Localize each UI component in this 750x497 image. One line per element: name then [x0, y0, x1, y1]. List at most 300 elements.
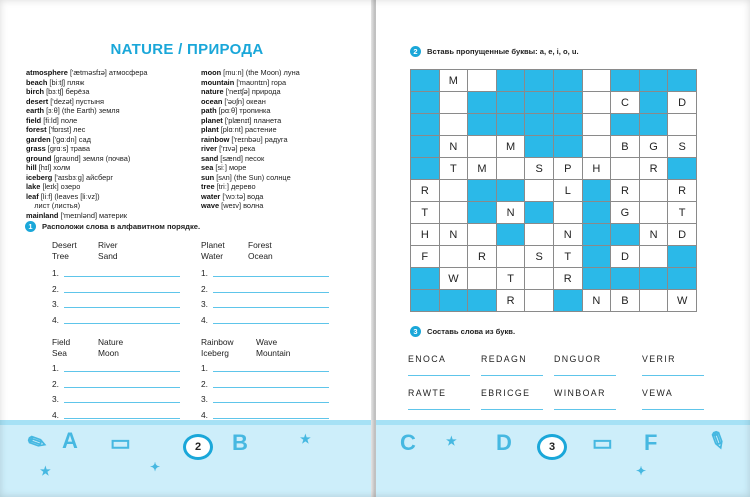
vocab-translation: ['aɪsbɜːg] айсберг [52, 172, 114, 182]
left-page [0, 0, 374, 497]
vocab-word: path [201, 106, 217, 115]
grid-cell-empty[interactable] [496, 158, 525, 180]
grid-cell-letter: M [439, 70, 468, 92]
grid-cell-letter: S [525, 246, 554, 268]
vocab-translation: [muːn] (the Moon) луна [221, 68, 300, 77]
grid-cell-filled [468, 92, 497, 114]
vocab-entry [26, 116, 148, 126]
vocab-entry [26, 125, 148, 135]
grid-cell-letter: P [553, 158, 582, 180]
grid-cell-filled [411, 114, 440, 136]
vocab-entry [26, 192, 148, 202]
word-group-1 [52, 240, 118, 262]
grid-cell-letter: D [668, 224, 697, 246]
grid-cell-letter: B [611, 290, 640, 312]
grid-cell-letter: R [553, 268, 582, 290]
vocab-word: mountain [201, 77, 235, 87]
grid-cell-letter: L [553, 180, 582, 202]
grid-cell-letter: T [411, 202, 440, 224]
letter-d-decoration: D [496, 430, 512, 455]
word-group-4 [201, 337, 290, 359]
grid-cell-letter: T [668, 202, 697, 224]
vocab-entry [201, 182, 300, 192]
line-label: 3. [201, 299, 208, 309]
answer-line[interactable] [481, 409, 543, 410]
grid-cell-filled [525, 136, 554, 158]
vocab-word: atmosphere [26, 68, 68, 77]
line-label: 4. [201, 314, 208, 325]
grid-cell-empty[interactable] [439, 202, 468, 224]
grid-cell-letter: S [525, 158, 554, 180]
word: Nature [98, 337, 124, 347]
grid-cell-filled [553, 136, 582, 158]
word-grid [410, 69, 697, 312]
grid-cell-letter: R [639, 158, 668, 180]
vocab-translation: ['meɪnlənd] материк [58, 210, 127, 220]
vocab-entry [201, 106, 300, 116]
grid-cell-filled [468, 290, 497, 312]
letter-b-decoration: B [232, 430, 248, 455]
grid-cell-filled [411, 70, 440, 92]
grid-row [411, 202, 697, 224]
grid-cell-empty[interactable] [639, 180, 668, 202]
vocab-entry [201, 192, 300, 202]
grid-cell-filled [411, 290, 440, 312]
grid-cell-filled [639, 268, 668, 290]
vocab-entry [26, 201, 148, 211]
grid-cell-letter: H [582, 158, 611, 180]
vocab-translation: [leɪk] озеро [40, 182, 81, 191]
grid-cell-letter: D [668, 92, 697, 114]
vocab-entry [201, 97, 300, 107]
vocab-entry [201, 163, 300, 173]
vocab-word: river [201, 144, 218, 153]
grid-cell-letter: N [439, 136, 468, 158]
line-label: 2. [52, 378, 59, 389]
grid-cell-letter: S [668, 136, 697, 158]
grid-cell-filled [496, 180, 525, 202]
task-1-number: 1 [25, 221, 36, 232]
grid-cell-filled [582, 246, 611, 268]
line-label: 4. [201, 409, 208, 420]
grid-cell-letter: F [411, 246, 440, 268]
answer-line[interactable] [213, 371, 329, 372]
answer-line[interactable] [554, 409, 616, 410]
grid-cell-empty[interactable] [439, 92, 468, 114]
line-label: 2. [52, 283, 59, 294]
grid-row [411, 268, 697, 290]
grid-cell-empty[interactable] [439, 114, 468, 136]
page-footer-left [0, 420, 374, 497]
answer-line[interactable] [213, 387, 329, 388]
vocab-translation: [pɑːθ] тропинка [216, 106, 271, 115]
grid-cell-empty[interactable] [582, 70, 611, 92]
grid-cell-filled [411, 92, 440, 114]
grid-cell-empty[interactable] [525, 268, 554, 290]
grid-cell-letter: T [439, 158, 468, 180]
answer-lines-2 [201, 268, 331, 330]
word: Desert [52, 240, 77, 250]
word: River [98, 240, 118, 250]
word: Planet [201, 240, 225, 250]
word: Ocean [248, 251, 273, 261]
vocab-translation: [weɪv] волна [219, 201, 264, 210]
answer-line[interactable] [554, 375, 616, 376]
task-2-text: Вставь пропущенные буквы: a, e, i, o, u. [427, 47, 579, 56]
line-label: 2. [201, 378, 208, 389]
grid-cell-filled [611, 70, 640, 92]
vocab-word: beach [26, 77, 48, 87]
grid-row [411, 246, 697, 268]
vocab-word: field [26, 115, 42, 125]
vocab-word: sun [201, 172, 215, 182]
vocab-entry [26, 173, 148, 183]
page-footer-right [376, 420, 750, 497]
page-number: 2 [183, 434, 213, 460]
grid-cell-filled [525, 92, 554, 114]
vocab-entry [26, 144, 148, 154]
vocab-translation: [bɜːtʃ] берёза [44, 87, 90, 96]
grid-row [411, 180, 697, 202]
grid-cell-empty[interactable] [582, 92, 611, 114]
book-icon: ▭ [110, 430, 131, 455]
answer-line[interactable] [64, 387, 180, 388]
grid-cell-filled [582, 224, 611, 246]
vocab-entry [26, 87, 148, 97]
grid-cell-filled [611, 224, 640, 246]
vocab-entry [201, 201, 300, 211]
star-icon: ★ [446, 434, 457, 448]
vocab-translation: [hɪl] холм [36, 163, 71, 172]
letter-c-decoration: C [400, 430, 416, 455]
word-group-2 [201, 240, 273, 262]
grid-cell-filled [582, 180, 611, 202]
answer-lines-1 [52, 268, 182, 330]
vocab-word: garden [26, 134, 51, 144]
grid-cell-filled [496, 224, 525, 246]
grid-cell-filled [525, 70, 554, 92]
grid-cell-filled [668, 70, 697, 92]
answer-line[interactable] [213, 323, 329, 324]
task-2-number: 2 [410, 46, 421, 57]
word: Rainbow [201, 337, 234, 347]
answer-line[interactable] [64, 323, 180, 324]
grid-row [411, 158, 697, 180]
grid-cell-filled [582, 268, 611, 290]
task-3-heading [410, 326, 515, 337]
grid-cell-empty[interactable] [639, 202, 668, 224]
vocab-entry [26, 154, 148, 164]
vocab-word: sea [201, 163, 214, 172]
pencil-icon: ✎ [23, 427, 51, 458]
vocabulary-list-right [201, 68, 300, 211]
vocab-word: desert [26, 96, 49, 106]
grid-cell-letter: N [582, 290, 611, 312]
answer-line[interactable] [213, 276, 329, 277]
grid-cell-letter: G [611, 202, 640, 224]
vocab-translation: [biːtʃ] пляж [47, 77, 85, 87]
vocab-translation: ['wɔːtə] вода [220, 191, 264, 201]
grid-cell-letter: N [496, 202, 525, 224]
vocab-translation: ['neɪtʃə] природа [223, 87, 281, 96]
grid-cell-letter: R [496, 290, 525, 312]
vocab-translation: ['fɒrɪst] лес [46, 125, 86, 134]
vocab-word: planet [201, 115, 223, 125]
grid-cell-letter: W [439, 268, 468, 290]
line-label: 2. [201, 283, 208, 294]
grid-cell-empty[interactable] [525, 224, 554, 246]
answer-line[interactable] [642, 375, 704, 376]
line-label: 4. [52, 314, 59, 325]
grid-row [411, 224, 697, 246]
grid-cell-empty[interactable] [439, 180, 468, 202]
pencil-icon: ✎ [703, 425, 732, 456]
grid-cell-letter: M [468, 158, 497, 180]
answer-line[interactable] [64, 292, 180, 293]
grid-cell-filled [525, 202, 554, 224]
answer-line[interactable] [64, 418, 180, 419]
vocab-entry [26, 97, 148, 107]
grid-cell-letter: T [496, 268, 525, 290]
grid-cell-filled [553, 114, 582, 136]
grid-cell-filled [639, 92, 668, 114]
vocab-entry [201, 144, 300, 154]
word-group-3 [52, 337, 123, 359]
grid-cell-filled [411, 136, 440, 158]
grid-cell-letter: M [496, 136, 525, 158]
star-icon: ✦ [150, 460, 161, 474]
vocab-word: birch [26, 87, 45, 96]
grid-cell-filled [611, 114, 640, 136]
answer-line[interactable] [64, 371, 180, 372]
grid-cell-letter: G [639, 136, 668, 158]
vocab-entry [201, 68, 300, 78]
vocab-entry [26, 211, 148, 221]
word: Forest [248, 240, 272, 250]
word: Wave [256, 337, 278, 347]
vocab-entry [26, 135, 148, 145]
grid-cell-filled [668, 158, 697, 180]
grid-cell-filled [582, 202, 611, 224]
line-label: 1. [52, 268, 59, 278]
vocab-translation: [grɑːs] трава [45, 144, 90, 153]
vocab-word: tree [201, 182, 215, 191]
vocab-entry [201, 78, 300, 88]
vocab-translation: [plɑːnt] растение [218, 125, 277, 134]
grid-row [411, 70, 697, 92]
word: Sea [52, 348, 67, 358]
vocabulary-list-left [26, 68, 148, 220]
answer-line[interactable] [64, 307, 180, 308]
star-icon: ★ [40, 464, 51, 478]
answer-line[interactable] [213, 292, 329, 293]
task-3-number: 3 [410, 326, 421, 337]
grid-cell-letter: C [611, 92, 640, 114]
grid-cell-empty[interactable] [611, 158, 640, 180]
grid-cell-letter: R [611, 180, 640, 202]
book-icon: ▭ [592, 430, 613, 455]
vocab-word: moon [201, 68, 222, 77]
grid-row [411, 92, 697, 114]
answer-line[interactable] [213, 418, 329, 419]
vocab-word: wave [201, 201, 220, 210]
line-label: 1. [201, 268, 208, 278]
line-label: 4. [52, 409, 59, 420]
vocab-word: water [201, 191, 221, 201]
page-number: 3 [537, 434, 567, 460]
grid-row [411, 114, 697, 136]
grid-cell-filled [525, 114, 554, 136]
vocab-translation: ['rɪvə] река [217, 144, 256, 153]
vocab-translation: лист (листья) [26, 201, 81, 210]
vocab-entry [201, 116, 300, 126]
grid-cell-letter: R [668, 180, 697, 202]
vocab-entry [26, 106, 148, 116]
grid-cell-letter: N [439, 224, 468, 246]
grid-cell-filled [439, 290, 468, 312]
vocab-translation: ['plænɪt] планета [222, 115, 282, 125]
grid-cell-empty[interactable] [439, 246, 468, 268]
grid-cell-letter: B [611, 136, 640, 158]
scrambled-word: VERIR [642, 354, 676, 364]
vocab-word: ground [26, 153, 52, 163]
answer-line[interactable] [408, 409, 470, 410]
vocab-translation: ['ætməsfɪə] атмосфера [67, 68, 148, 77]
vocab-word: grass [26, 144, 46, 153]
letter-f-decoration: F [644, 430, 658, 455]
grid-cell-letter: R [468, 246, 497, 268]
scrambled-word: REDAGN [481, 354, 528, 364]
grid-row [411, 136, 697, 158]
vocab-entry [201, 125, 300, 135]
grid-cell-empty[interactable] [496, 246, 525, 268]
grid-cell-letter: N [639, 224, 668, 246]
vocab-translation: [sænd] песок [218, 153, 265, 163]
vocab-entry [26, 182, 148, 192]
vocab-translation: [graʊnd] земля (почва) [51, 153, 131, 163]
line-label: 1. [201, 363, 208, 373]
vocab-translation: ['dezət] пустыня [48, 96, 104, 106]
vocab-word: earth [26, 106, 45, 115]
vocab-translation: ['reɪnbəʊ] радуга [229, 134, 288, 144]
answer-lines-4 [201, 363, 331, 425]
answer-line[interactable] [408, 375, 470, 376]
vocab-word: nature [201, 87, 224, 96]
page-title: NATURE / ПРИРОДА [110, 41, 264, 58]
answer-line[interactable] [481, 375, 543, 376]
scrambled-word: ENOCA [408, 354, 447, 364]
grid-cell-letter: H [411, 224, 440, 246]
grid-cell-letter: R [411, 180, 440, 202]
vocab-entry [201, 135, 300, 145]
word: Field [52, 337, 71, 347]
line-label: 3. [201, 394, 208, 404]
scrambled-word: DNGUOR [554, 354, 602, 364]
vocab-translation: ['gɑːdn] сад [50, 134, 91, 144]
grid-cell-empty[interactable] [639, 246, 668, 268]
grid-cell-empty[interactable] [668, 114, 697, 136]
grid-cell-filled [411, 268, 440, 290]
vocab-translation: ['əʊʃn] океан [222, 96, 266, 106]
grid-cell-filled [496, 70, 525, 92]
vocab-word: hill [26, 163, 37, 172]
grid-cell-empty[interactable] [525, 180, 554, 202]
word: Tree [52, 251, 69, 261]
answer-line[interactable] [64, 402, 180, 403]
answer-line[interactable] [213, 307, 329, 308]
answer-line[interactable] [213, 402, 329, 403]
scrambled-word: RAWTE [408, 388, 447, 398]
grid-cell-empty[interactable] [468, 70, 497, 92]
answer-lines-3 [52, 363, 182, 425]
scrambled-word: WINBOAR [554, 388, 606, 398]
grid-cell-filled [496, 114, 525, 136]
grid-cell-filled [611, 268, 640, 290]
vocab-translation: [liːf] (leaves [liːvz]) [38, 191, 100, 201]
grid-cell-empty[interactable] [639, 290, 668, 312]
grid-row [411, 290, 697, 312]
vocab-translation: [ɜːθ] (the Earth) земля [44, 106, 120, 115]
grid-cell-empty[interactable] [468, 224, 497, 246]
vocab-word: sand [201, 153, 219, 163]
grid-cell-empty[interactable] [468, 136, 497, 158]
vocab-entry [26, 78, 148, 88]
star-icon: ★ [300, 432, 311, 446]
word: Water [201, 251, 224, 261]
scrambled-word: EBRICGE [481, 388, 531, 398]
answer-line[interactable] [64, 276, 180, 277]
star-icon: ✦ [636, 464, 647, 478]
grid-cell-empty[interactable] [582, 136, 611, 158]
vocab-translation: [triː] дерево [214, 182, 256, 191]
grid-cell-letter: T [553, 246, 582, 268]
grid-cell-filled [553, 290, 582, 312]
vocab-translation: ['maʊntɪn] гора [234, 77, 287, 87]
answer-line[interactable] [642, 409, 704, 410]
vocab-entry [201, 154, 300, 164]
grid-cell-empty[interactable] [525, 290, 554, 312]
grid-cell-empty[interactable] [582, 114, 611, 136]
task-2-heading [410, 46, 579, 57]
vocab-word: iceberg [26, 172, 53, 182]
grid-cell-filled [639, 70, 668, 92]
vocab-word: ocean [201, 96, 223, 106]
line-label: 3. [52, 394, 59, 404]
grid-cell-filled [668, 246, 697, 268]
grid-cell-filled [411, 158, 440, 180]
grid-cell-filled [468, 202, 497, 224]
grid-cell-empty[interactable] [468, 268, 497, 290]
grid-cell-filled [639, 114, 668, 136]
vocab-entry [26, 68, 148, 78]
vocab-translation: [sʌn] (the Sun) солнце [214, 172, 291, 182]
task-3-text: Составь слова из букв. [427, 327, 516, 336]
vocab-translation: [fiːld] поле [41, 115, 78, 125]
vocab-word: mainland [26, 210, 59, 220]
task-1-text: Расположи слова в алфавитном порядке. [42, 222, 201, 231]
vocab-translation: [siː] море [213, 163, 247, 172]
scrambled-word: VEWA [642, 388, 674, 398]
word: Sand [98, 251, 118, 261]
word: Moon [98, 348, 119, 358]
grid-cell-filled [553, 92, 582, 114]
vocab-word: forest [26, 125, 47, 134]
grid-cell-letter: W [668, 290, 697, 312]
line-label: 1. [52, 363, 59, 373]
vocab-word: rainbow [201, 134, 230, 144]
grid-cell-empty[interactable] [553, 202, 582, 224]
vocab-entry [201, 87, 300, 97]
